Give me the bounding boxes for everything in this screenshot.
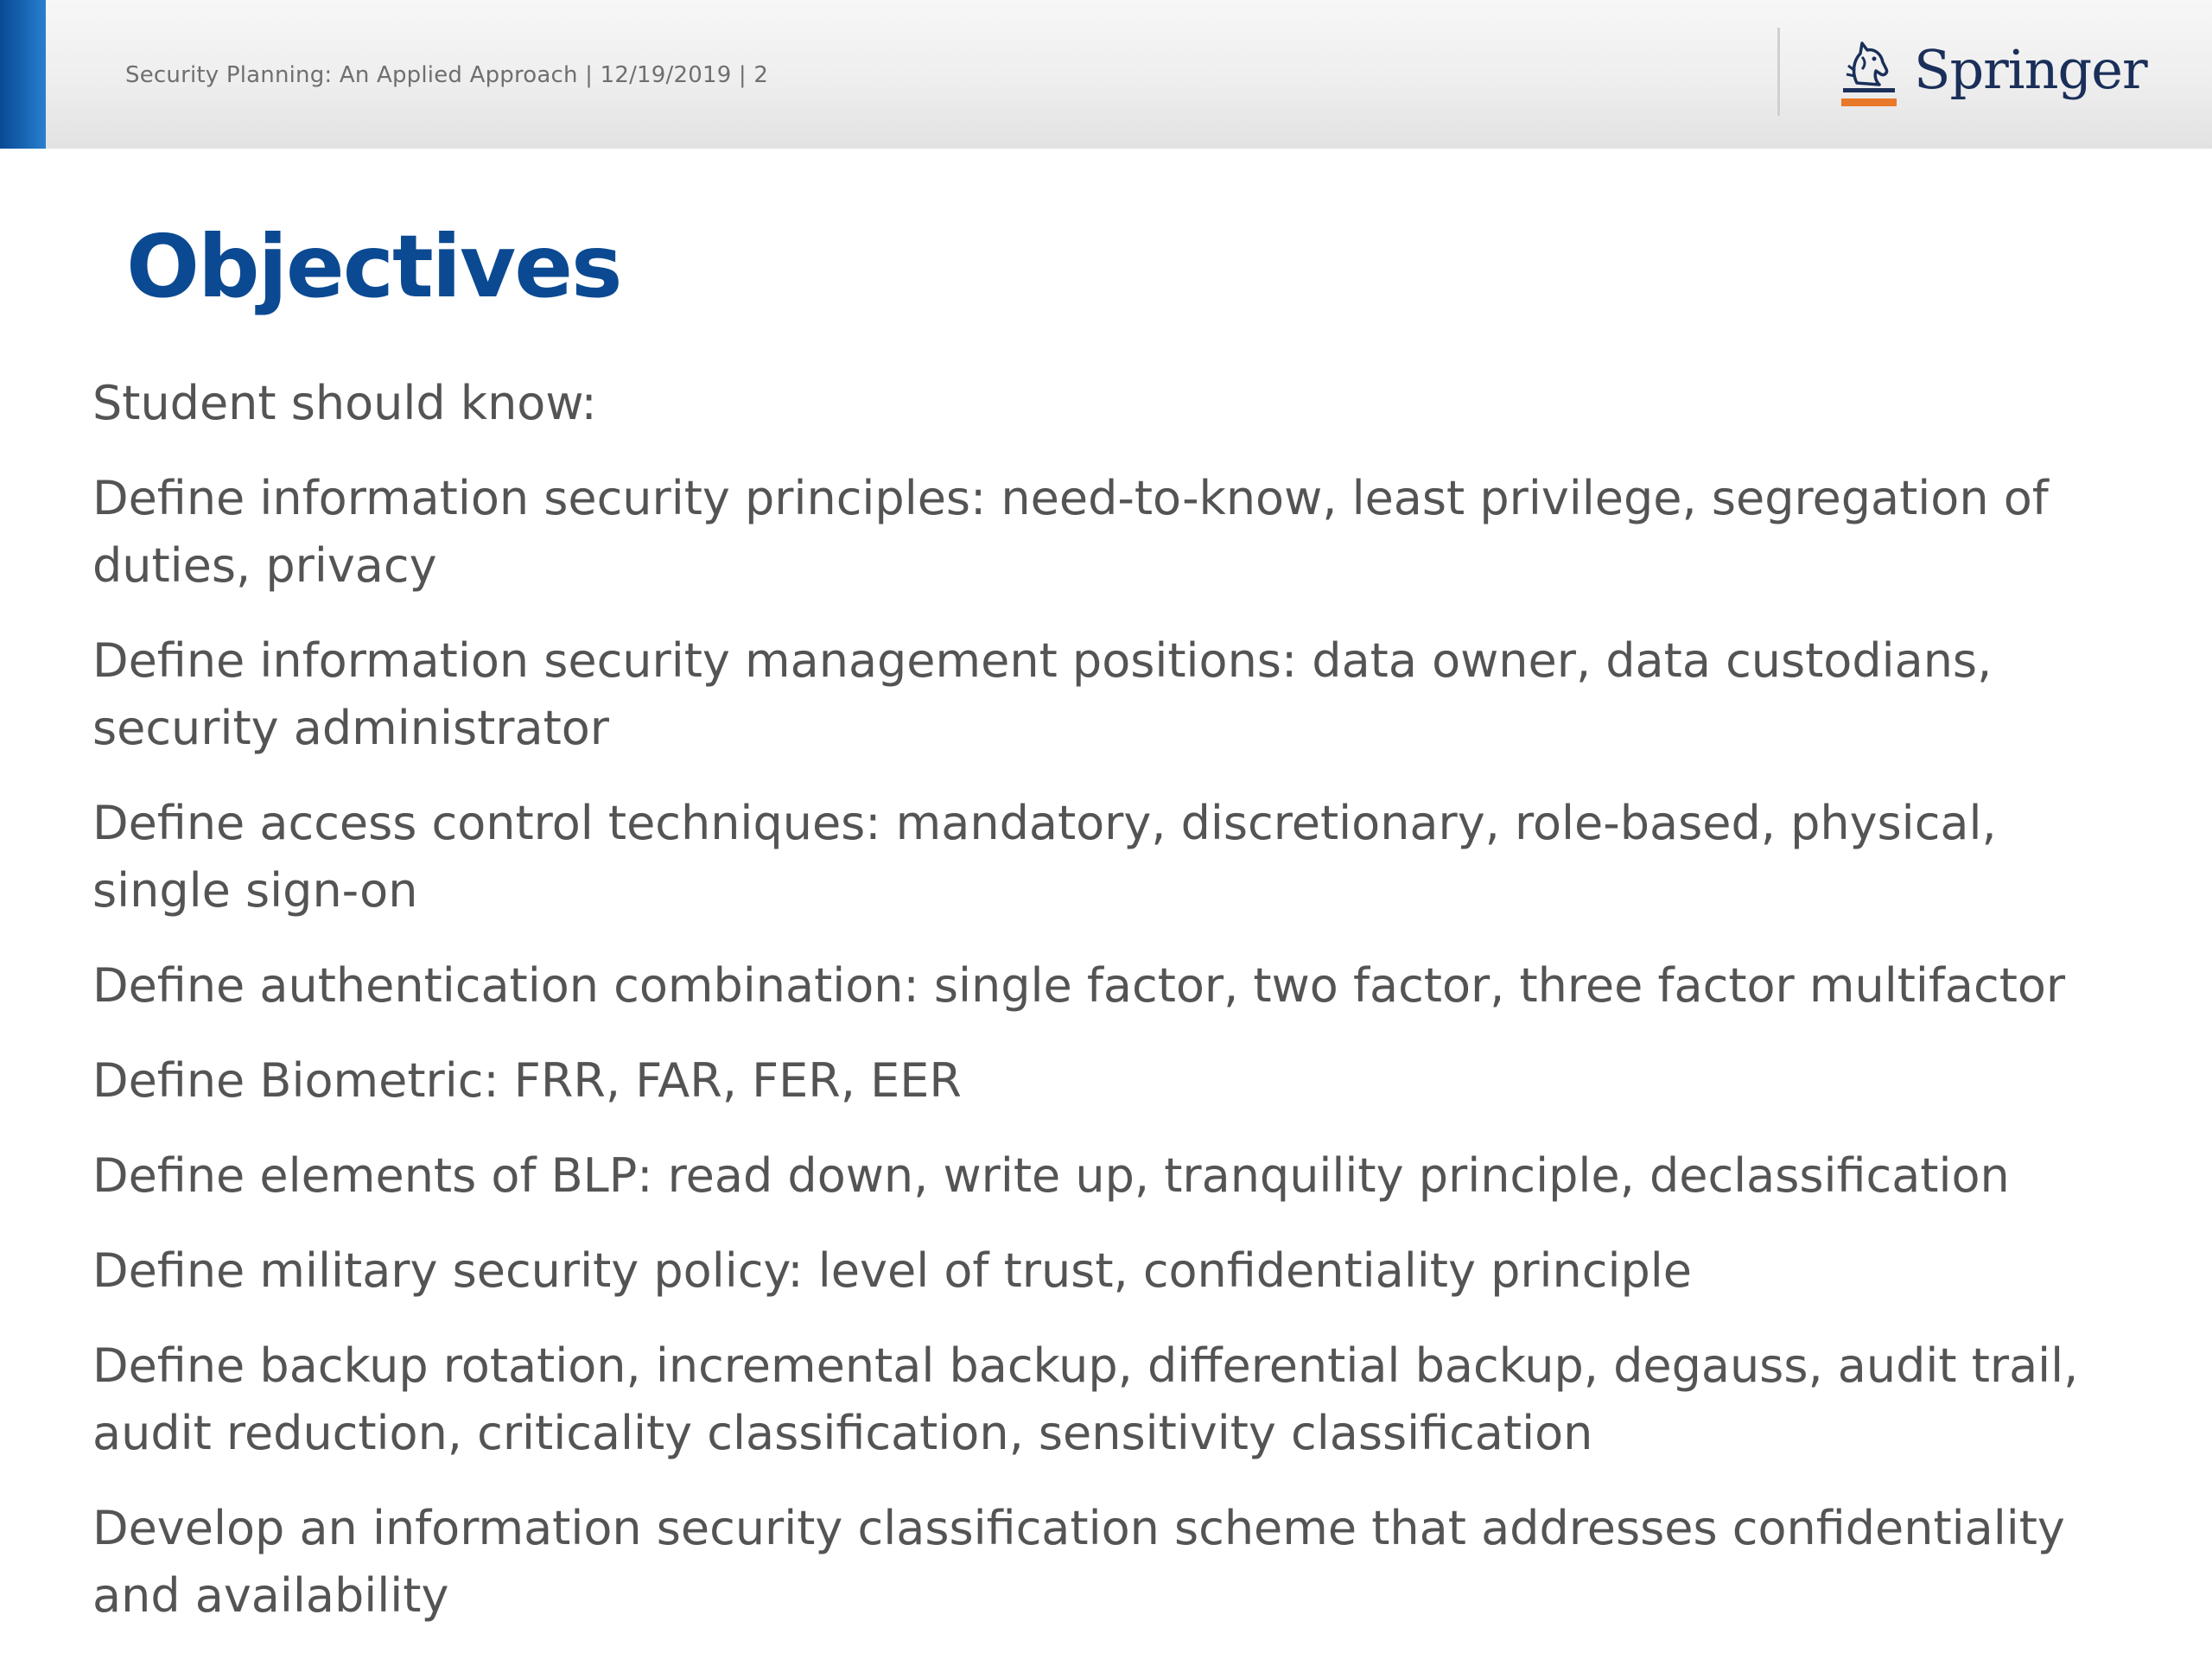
- objective-item: Define elements of BLP: read down, write up, tranquility principle, declassification: [92, 1148, 2010, 1203]
- springer-horse-icon: [1836, 31, 1898, 111]
- objective-item: Define access control techniques: mandatory, discretionary, role-based, physical, single sign-on: [92, 796, 1997, 918]
- objective-item: Define backup rotation, incremental backup, differential backup, degauss, audit trail, audit reduction, criticality classification, sensitivity classification: [92, 1338, 2079, 1460]
- objective-item: Develop an information security classification scheme that addresses confidentiality and availability: [92, 1501, 2065, 1623]
- objective-item: Define information security management positions: data owner, data custodians, security administrator: [92, 633, 1993, 755]
- objective-item: Define Biometric: FRR, FAR, FER, EER: [92, 1053, 962, 1108]
- page-title: Objectives: [126, 216, 621, 317]
- springer-logo: [1836, 31, 2147, 111]
- accent-bar: [0, 0, 46, 149]
- slide-body: [92, 370, 2106, 1657]
- objective-item: Define military security policy: level of trust, confidentiality principle: [92, 1243, 1692, 1298]
- intro-text: Student should know:: [92, 376, 597, 430]
- footer-text: Security Planning: An Applied Approach | 12/19/2019 | 2: [125, 62, 769, 88]
- slide-header: [0, 0, 2212, 149]
- objectives-list: [92, 465, 2106, 1630]
- header-divider: [1777, 28, 1780, 116]
- objective-item: Define authentication combination: single factor, two factor, three factor multifactor: [92, 958, 2066, 1013]
- objective-item: Define information security principles: need-to-know, least privilege, segregation of duties, privacy: [92, 471, 2049, 593]
- logo-text: Springer: [1914, 38, 2147, 101]
